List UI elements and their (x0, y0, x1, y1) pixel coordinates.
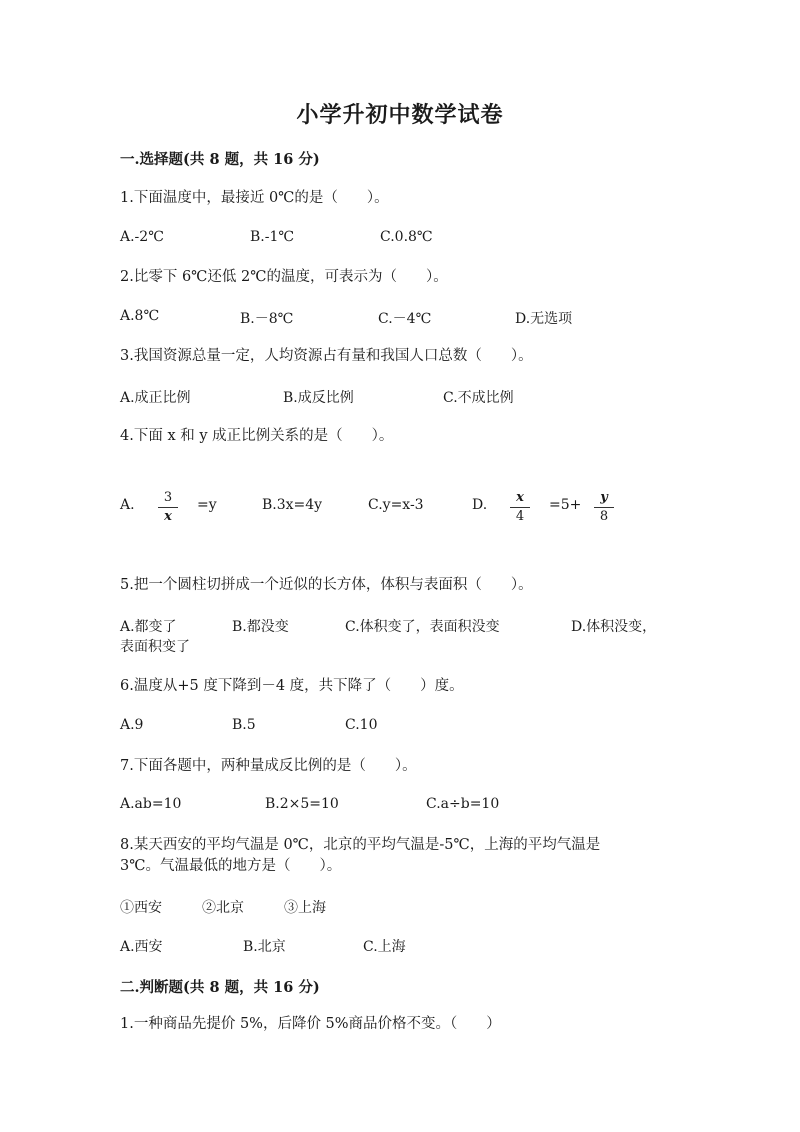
fraction-denominator: 4 (515, 509, 525, 524)
q8-option-a[interactable]: A.西安 (120, 939, 163, 955)
judgement-1: 1.一种商品先提价 5%，后降价 5%商品价格不变。（ ） (120, 1016, 501, 1032)
q8-choice-2: ②北京 (202, 900, 244, 916)
question-7: 7.下面各题中，两种量成反比例的是（ ）。 (120, 758, 417, 774)
q1-option-a[interactable]: A.-2℃ (120, 229, 164, 245)
q8-choice-1: ①西安 (120, 900, 162, 916)
q3-option-a[interactable]: A.成正比例 (120, 390, 191, 406)
q8-choice-3: ③上海 (284, 900, 326, 916)
fraction-denominator: 8 (599, 509, 609, 524)
q3-option-c[interactable]: C.不成比例 (443, 390, 514, 406)
q5-option-d[interactable]: D.体积没变， (571, 619, 657, 635)
section-header-judgement: 二.判断题(共 8 题，共 16 分) (120, 979, 320, 996)
q7-option-c[interactable]: C.a÷b=10 (426, 796, 500, 812)
section-header-choice: 一.选择题(共 8 题，共 16 分) (120, 151, 320, 168)
page-title: 小学升初中数学试卷 (296, 102, 504, 128)
q4-option-d-fraction-1 (510, 490, 530, 525)
q3-option-b[interactable]: B.成反比例 (283, 390, 354, 406)
q2-option-a[interactable]: A.8℃ (120, 308, 160, 324)
fraction-numerator: y (600, 490, 608, 505)
question-4: 4.下面 x 和 y 成正比例关系的是（ ）。 (120, 428, 394, 444)
q5-option-d-wrap: 表面积变了 (120, 639, 190, 655)
q2-option-c[interactable]: C.－4℃ (378, 311, 432, 327)
q1-option-b[interactable]: B.-1℃ (250, 229, 295, 245)
fraction-numerator: x (516, 490, 524, 505)
q7-option-a[interactable]: A.ab=10 (120, 796, 182, 812)
question-5: 5.把一个圆柱切拼成一个近似的长方体，体积与表面积（ ）。 (120, 577, 533, 593)
q6-option-b[interactable]: B.5 (232, 717, 256, 733)
question-2: 2.比零下 6℃还低 2℃的温度，可表示为（ ）。 (120, 269, 448, 285)
q6-option-c[interactable]: C.10 (345, 717, 378, 733)
fraction-bar (594, 507, 614, 508)
fraction-bar (158, 507, 178, 508)
question-3: 3.我国资源总量一定，人均资源占有量和我国人口总数（ ）。 (120, 348, 533, 364)
question-8-line-1: 8.某天西安的平均气温是 0℃，北京的平均气温是-5℃，上海的平均气温是 (120, 837, 601, 853)
fraction-numerator: 3 (163, 490, 173, 505)
question-1: 1.下面温度中，最接近 0℃的是（ ）。 (120, 190, 389, 206)
q1-option-c[interactable]: C.0.8℃ (380, 229, 433, 245)
q4-option-a-label[interactable]: A. (120, 497, 135, 513)
q6-option-a[interactable]: A.9 (120, 717, 144, 733)
q5-option-b[interactable]: B.都没变 (232, 619, 289, 635)
q4-option-d-fraction-2 (594, 490, 614, 525)
question-6: 6.温度从+5 度下降到－4 度，共下降了（ ）度。 (120, 678, 464, 694)
q4-option-b[interactable]: B.3x=4y (262, 497, 323, 513)
q8-option-b[interactable]: B.北京 (243, 939, 286, 955)
fraction-bar (510, 507, 530, 508)
q4-option-a-tail: =y (197, 497, 217, 513)
q4-option-c[interactable]: C.y=x-3 (368, 497, 424, 513)
q7-option-b[interactable]: B.2×5=10 (265, 796, 339, 812)
q4-option-a-fraction (158, 490, 178, 525)
q4-option-d-mid: =5+ (549, 497, 582, 513)
q2-option-b[interactable]: B.－8℃ (240, 311, 294, 327)
question-8-line-2: 3℃。气温最低的地方是（ ）。 (120, 858, 342, 874)
q5-option-a[interactable]: A.都变了 (120, 619, 177, 635)
q5-option-c[interactable]: C.体积变了，表面积没变 (345, 619, 500, 635)
q2-option-d[interactable]: D.无选项 (515, 311, 573, 327)
q4-option-d-label[interactable]: D. (472, 497, 488, 513)
q8-option-c[interactable]: C.上海 (363, 939, 406, 955)
fraction-denominator: x (164, 509, 172, 524)
